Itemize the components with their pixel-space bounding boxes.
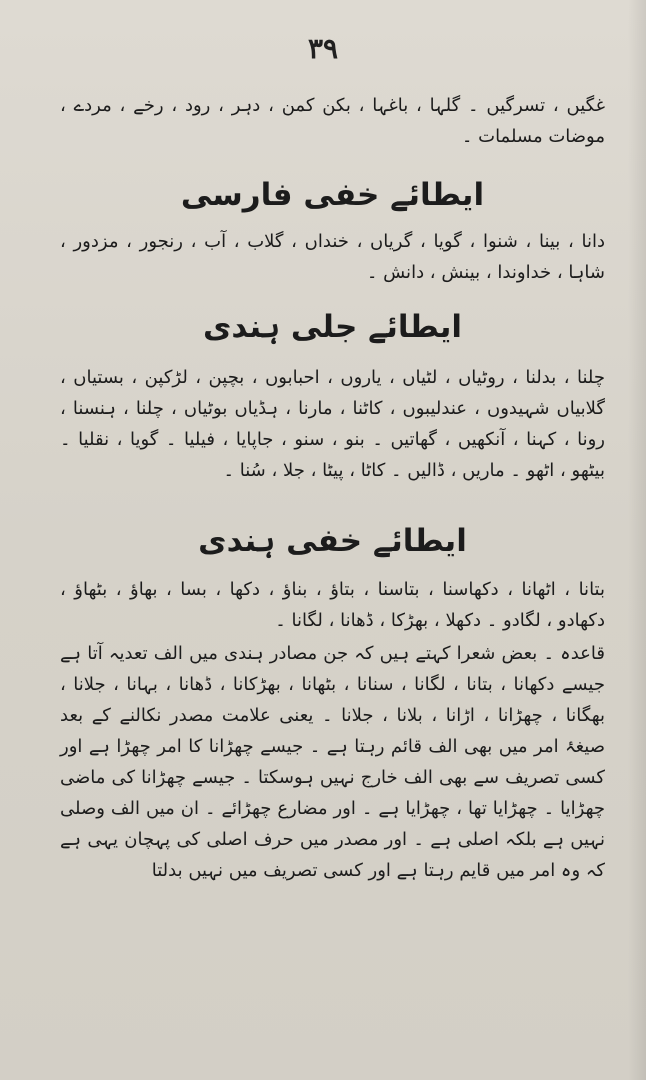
- page-edge-shadow: [628, 0, 646, 1080]
- page-number: ۳۹: [307, 32, 339, 65]
- khafi-hindi-examples-paragraph: بتانا ، اٹھانا ، دکھاسنا ، بتاسنا ، بتاؤ ، بناؤ ، دکھا ، بسا ، بھاؤ ، بٹھاؤ ، دکھادو ، لگادو ۔ دکھلا ، بھڑکا ، ڈھانا ، لگانا ۔: [60, 579, 605, 631]
- page-body: [60, 90, 605, 886]
- qaida-paragraph: قاعدہ ۔ بعض شعرا کہتے ہیں کہ جن مصادر ہندی میں الف تعدیہ آتا ہے جیسے دکھانا ، بتانا ، لگانا ، سنانا ، بٹھانا ، بھڑکانا ، ڈھانا ، بہانا ، جلانا ، بھگانا ، چھڑانا ، اڑانا ، بلانا ، جلانا ۔ یعنی علامت مصدر نکالنے کے بعد صیغۂ امر میں بھی الف قائم رہتا ہے ۔ جیسے چھڑانا کا امر چھڑا ہے اور کسی تصریف سے بھی الف خارج نہیں ہوسکتا ۔ جیسے چھڑانا کی ماضی چھڑایا ۔ چھڑایا تھا ، چھڑایا ہے ۔ اور مضارع چھڑائے ۔ ان میں الف وصلی نہیں ہے بلکہ اصلی ہے ۔ اور مصدر میں حرف اصلی کی پہچان یہی ہے کہ وہ امر میں قایم رہتا ہے اور کسی تصریف میں نہیں بدلتا: [60, 643, 605, 881]
- farsi-examples-paragraph: دانا ، بینا ، شنوا ، گویا ، گریاں ، خنداں ، گلاب ، آب ، رنجور ، مزدور ، شاہا ، خداوندا ، بینش ، دانش ۔: [60, 231, 605, 283]
- heading-jali-hindi: ایطائے جلی ہندی: [203, 309, 462, 345]
- intro-paragraph: غگیں ، تسرگیں ۔ گلہا ، باغہا ، بکن کمن ، دہر ، رود ، رخے ، مردے ، موضات مسلمات ۔: [60, 95, 605, 147]
- heading-khafi-farsi: ایطائے خفی فارسی: [180, 177, 485, 213]
- heading-khafi-hindi: ایطائے خفی ہندی: [198, 523, 467, 559]
- jali-hindi-examples-paragraph: چلنا ، بدلنا ، روٹیاں ، لٹیاں ، یاروں ، احبابوں ، بچپن ، لڑکپن ، بستیاں ، گلابیاں شہیدوں ، عندلیبوں ، کاٹنا ، مارنا ، ہڈیاں بوٹیاں ، چلنا ، ہنسنا ، رونا ، کہنا ، آنکھیں ، گھاتیں ۔ بنو ، سنو ، جاپایا ، فیلیا ۔ گویا ، نقلیا ۔ بیٹھو ، اٹھو ۔ ماریں ، ڈالیں ۔ کاٹا ، پیٹا ، جلا ، سُنا ۔: [60, 367, 605, 481]
